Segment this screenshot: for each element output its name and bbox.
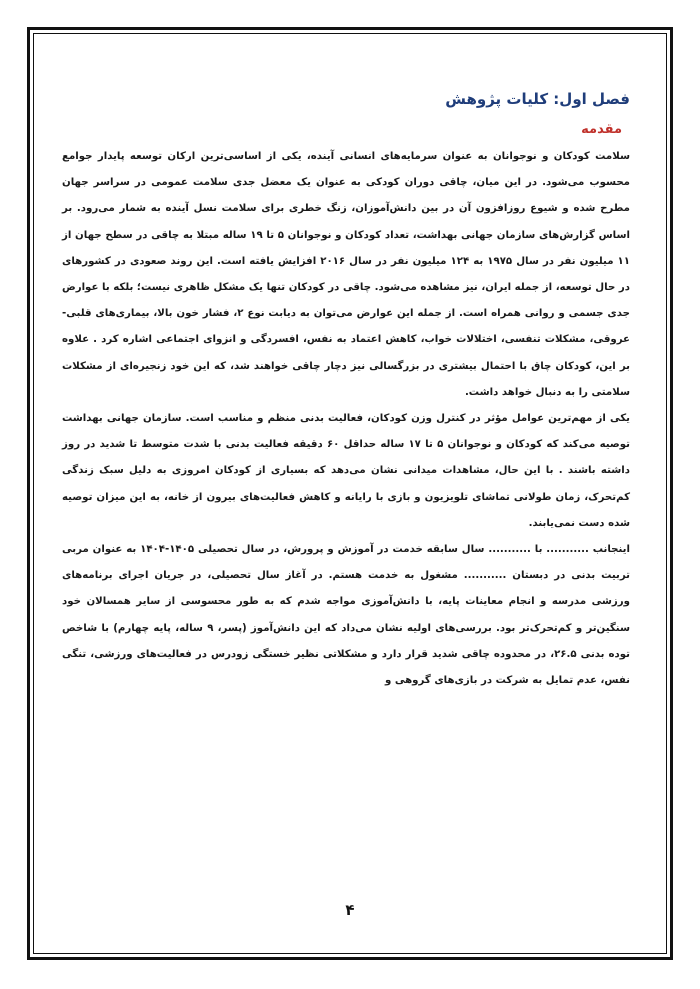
section-title: مقدمه <box>581 122 622 137</box>
paragraph-1: سلامت کودکان و نوجوانان به عنوان سرمایه‌های انسانی آینده، یکی از اساسی‌ترین ارکان توسعه پایدار جوامع محسوب می‌شود. در این میان، چاقی دوران کودکی به عنوان یک معضل جدی سلامت عمومی در سراسر جهان مطرح شده و شیوع روزافزون آن در بین دانش‌آموزان، زنگ خطری برای سلامت نسل آینده به شمار می‌رود. بر اساس گزارش‌های سازمان جهانی بهداشت، تعداد کودکان و نوجوانان ۵ تا ۱۹ ساله مبتلا به چاقی در سطح جهان از ۱۱ میلیون نفر در سال ۱۹۷۵ به ۱۲۴ میلیون نفر در سال ۲۰۱۶ افزایش یافته است. این روند صعودی در کشورهای در حال توسعه، از جمله ایران، نیز مشاهده می‌شود. چاقی در کودکان تنها یک مشکل ظاهری نیست؛ بلکه با عوارض جدی جسمی و روانی همراه است. از جمله این عوارض می‌توان به دیابت نوع ۲، فشار خون بالا، بیماری‌های قلبی-عروقی، مشکلات تنفسی، اختلالات خواب، کاهش اعتماد به نفس، افسردگی و انزوای اجتماعی اشاره کرد . علاوه بر این، کودکان چاق با احتمال بیشتری در بزرگسالی نیز دچار چاقی خواهند شد، که این خود زنجیره‌ای از مشکلات سلامتی را به دنبال خواهد داشت. <box>62 151 630 398</box>
paragraph-2: یکی از مهم‌ترین عوامل مؤثر در کنترل وزن کودکان، فعالیت بدنی منظم و مناسب است. سازمان جهانی بهداشت توصیه می‌کند که کودکان و نوجوانان ۵ تا ۱۷ ساله حداقل ۶۰ دقیقه فعالیت بدنی با شدت متوسط تا شدید در روز داشته باشند . با این حال، مشاهدات میدانی نشان می‌دهد که بسیاری از کودکان امروزی به دلیل سبک زندگی کم‌تحرک، زمان طولانی تماشای تلویزیون و بازی با رایانه و کاهش فعالیت‌های بیرون از خانه، به این میزان توصیه شده دست نمی‌یابند. <box>62 413 630 529</box>
document-body <box>62 88 630 694</box>
paragraph-3: اینجانب ........... با ........... سال سابقه خدمت در آموزش و پرورش، در سال تحصیلی ۱۴۰۵-۱۴۰۴ به عنوان مربی تربیت بدنی در دبستان ........... مشغول به خدمت هستم. در آغاز سال تحصیلی، در جریان اجرای برنامه‌های ورزشی مدرسه و انجام معاینات پایه، با دانش‌آموزی مواجه شدم که به طور محسوسی از سایر همسالان خود سنگین‌تر و کم‌تحرک‌تر بود. بررسی‌های اولیه نشان می‌داد که این دانش‌آموز (پسر، ۹ ساله، پایه چهارم) با شاخص توده بدنی ۲۶.۵، در محدوده چاقی شدید قرار دارد و مشکلاتی نظیر خستگی زودرس در فعالیت‌های ورزشی، تنگی نفس، عدم تمایل به شرکت در بازی‌های گروهی و <box>62 544 630 687</box>
page-number: ۴ <box>345 901 355 919</box>
chapter-title: فصل اول: کلیات پژوهش <box>445 90 630 108</box>
